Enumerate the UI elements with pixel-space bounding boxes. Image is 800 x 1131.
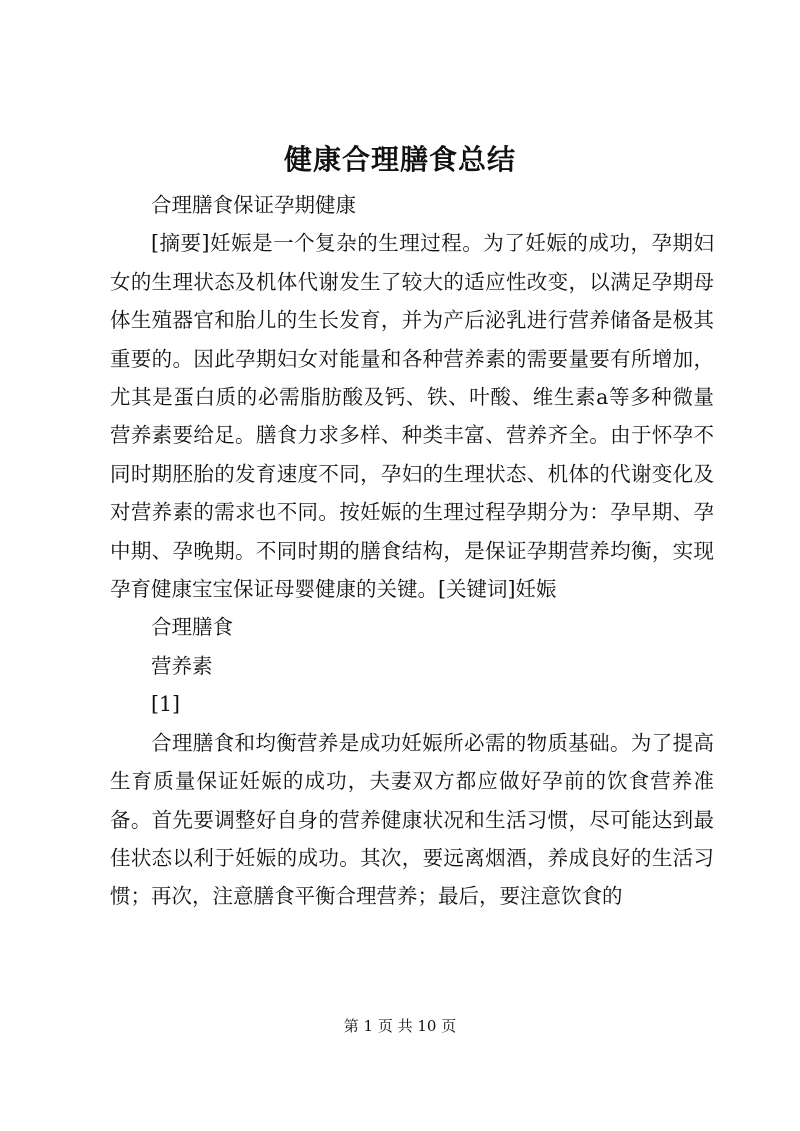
document-body (110, 186, 714, 916)
subtitle: 合理膳食保证孕期健康 (151, 193, 356, 217)
section-marker: [1] (151, 692, 181, 717)
body-paragraph: 合理膳食和均衡营养是成功妊娠所必需的物质基础。为了提高生育质量保证妊娠的成功，夫妻双方都应做好孕前的饮食营养准备。首先要调整好自身的营养健康状况和生活习惯，尽可能达到最佳状态以利于妊娠的成功。其次，要远离烟酒，养成良好的生活习惯；再次，注意膳食平衡合理营养；最后，要注意饮食的 (110, 730, 714, 909)
keyword-item: 合理膳食 (151, 615, 233, 640)
document-title: 健康合理膳食总结 (283, 143, 516, 176)
page-footer: 第 1 页 共 10 页 (343, 1017, 457, 1035)
keyword-item: 营养素 (151, 653, 213, 678)
abstract-paragraph: [摘要]妊娠是一个复杂的生理过程。为了妊娠的成功，孕期妇女的生理状态及机体代谢发生了较大的适应性改变，以满足孕期母体生殖器官和胎儿的生长发育，并为产后泌乳进行营养储备是极其重要的。因此孕期妇女对能量和各种营养素的需要量要有所增加，尤其是蛋白质的必需脂肪酸及钙、铁、叶酸、维生素a等多种微量营养素要给足。膳食力求多样、种类丰富、营养齐全。由于怀孕不同时期胚胎的发育速度不同，孕妇的生理状态、机体的代谢变化及对营养素的需求也不同。按妊娠的生理过程孕期分为：孕早期、孕中期、孕晚期。不同时期的膳食结构，是保证孕期营养均衡，实现孕育健康宝宝保证母婴健康的关键。[关键词]妊娠 (110, 231, 714, 602)
